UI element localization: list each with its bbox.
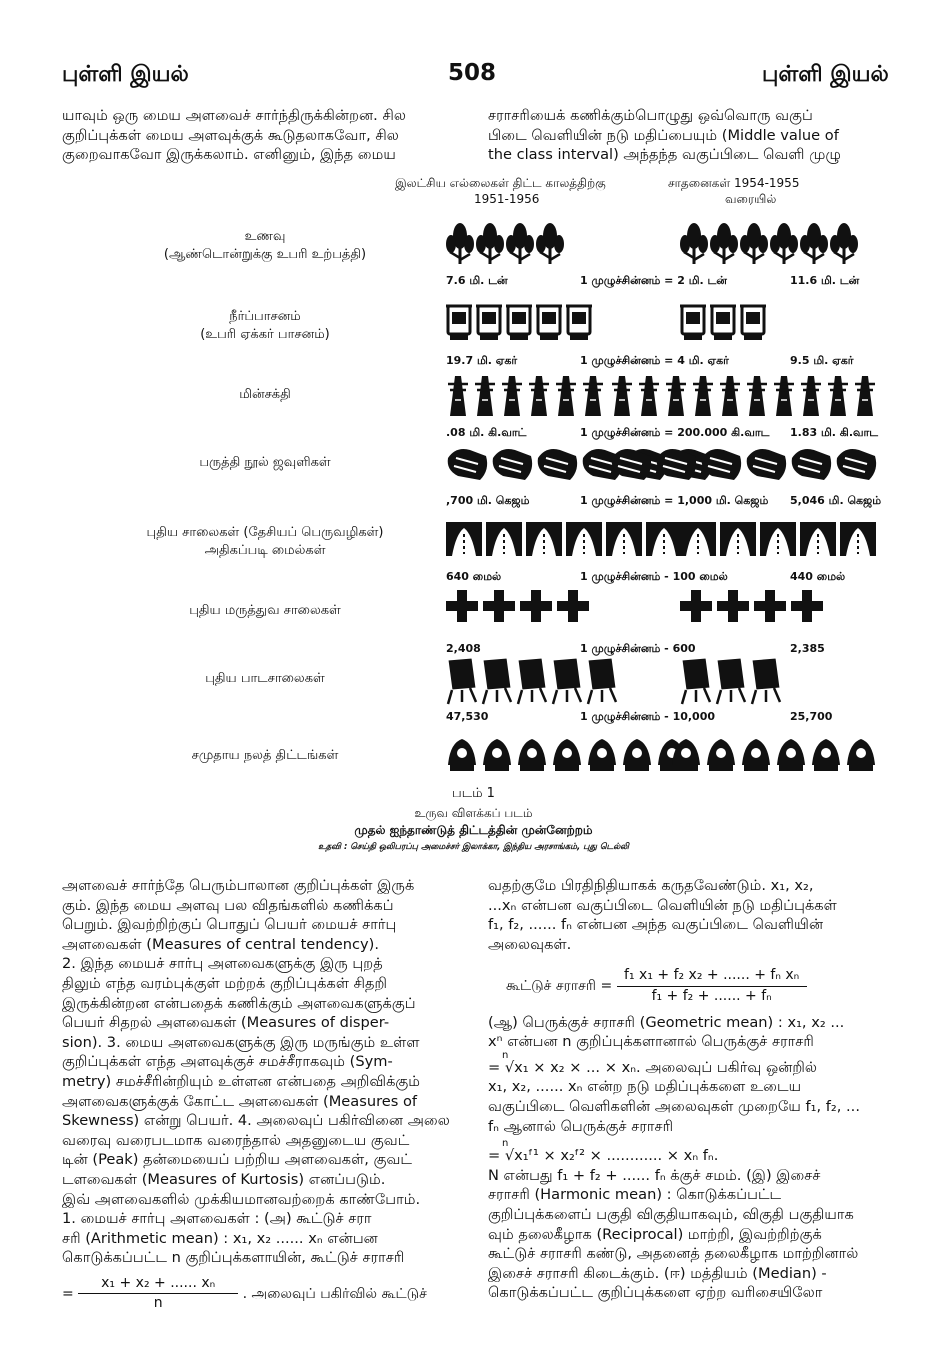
community-icon	[812, 739, 840, 771]
irrigation-icon	[710, 306, 736, 340]
figure-title: உருவ விளக்கப் படம்	[414, 806, 533, 820]
text-line: N என்பது f₁ + f₂ + ...... fₙ க்குச் சமம். (இ) இசைச்	[488, 1166, 821, 1184]
achieved-pictogram-group	[670, 733, 880, 781]
pictogram-row-label	[100, 308, 430, 344]
achieved-pictogram-group	[680, 516, 880, 564]
power-tower-icon	[502, 376, 522, 416]
formula-numerator: x₁ + x₂ + ...... xₙ	[78, 1274, 238, 1295]
weighted-geometric-formula	[488, 1138, 888, 1166]
irrigation-icon	[476, 306, 502, 340]
cloth-bale-icon	[747, 449, 786, 480]
road-icon	[606, 522, 642, 556]
irrigation-icon	[740, 306, 766, 340]
cloth-bale-icon	[448, 449, 487, 480]
weighted-mean-formula	[506, 966, 888, 1006]
text-line: 1. மையச் சார்பு அளவைகள் : (அ) கூட்டுச் சரா	[62, 1210, 372, 1228]
power-tower-icon	[747, 376, 767, 416]
text-line: sion). 3. மைய அளவைகளுக்கு இரு மருங்கும் உள்ள	[62, 1033, 420, 1051]
unit-legend: 1 முழுச்சின்னம் - 600	[580, 642, 696, 655]
irrigation-icon	[566, 306, 592, 340]
unit-legend: 1 முழுச்சின்னம் - 100 மைல்	[580, 570, 728, 583]
blackboard-icon	[682, 658, 710, 704]
irrigation-icon	[536, 306, 562, 340]
cloth-bale-icon	[837, 449, 876, 480]
text-line: இருக்கின்றன என்பதைக் கணிக்கும் அளவைகளுக்குப்	[62, 994, 416, 1012]
figure-subtitle: முதல் ஐந்தாண்டுத் திட்டத்தின் முன்னேற்றம்	[354, 823, 593, 837]
text-line: வரைவு வரைபடமாக வரைந்தால் அதனுடைய குவட்	[62, 1131, 410, 1149]
target-pictogram-group	[446, 372, 608, 420]
wheat-icon	[830, 223, 858, 264]
target-years: 1951-1956	[474, 192, 540, 206]
text-line: metry) சமச்சீரின்றியும் உள்ளன என்பதை அறிவிக்கும்	[62, 1072, 421, 1090]
row-label-line: அதிகப்படி மைல்கள்	[204, 543, 326, 558]
cloth-bale-icon	[538, 449, 577, 480]
road-icon	[840, 522, 876, 556]
blackboard-icon	[483, 658, 511, 704]
formula-lhs: கூட்டுச் சராசரி =	[506, 978, 613, 995]
text-line: கொடுக்கப்பட்ட குறிப்புக்களை ஏற்ற வரிசையிலோ	[488, 1284, 823, 1302]
pictogram-row-label	[100, 454, 430, 472]
community-icon	[588, 739, 616, 771]
right-column-text	[488, 876, 888, 1303]
blackboard-icon	[553, 658, 581, 704]
target-label: இலட்சிய எல்லைகள் திட்ட காலத்திற்கு	[395, 176, 606, 190]
achieved-value: 5,046 மி. கெஜம்	[790, 494, 882, 507]
community-icon	[847, 739, 875, 771]
text-line: அளவைகள் (Measures of central tendency).	[62, 935, 380, 953]
running-head-left: புள்ளி இயல்	[62, 62, 189, 87]
row-label-line: நீர்ப்பாசனம்	[229, 309, 301, 324]
power-tower-icon	[475, 376, 495, 416]
text-line: (ஆ) பெருக்குச் சராசரி (Geometric mean) : x₁, x₂ ...	[488, 1013, 845, 1031]
achieved-pictogram-group	[680, 588, 828, 636]
unit-legend: 1 முழுச்சின்னம் = 4 மி. ஏகர்	[580, 354, 729, 367]
wheat-icon	[710, 223, 738, 264]
text-line: சராசரி (Harmonic mean) : கொடுக்கப்பட்ட	[488, 1186, 782, 1204]
blackboard-icon	[752, 658, 780, 704]
irrigation-icon	[446, 306, 472, 340]
target-value: 2,408	[446, 642, 481, 655]
row-label-line: உணவு	[244, 229, 286, 244]
community-icon	[777, 739, 805, 771]
row-label-line: (உபரி ஏக்கர் பாசனம்)	[200, 327, 330, 342]
blackboard-icon	[588, 658, 616, 704]
running-head-right: புள்ளி இயல்	[762, 62, 889, 87]
text-line: xⁿ என்பன n குறிப்புக்களானால் பெருக்குச் சராசரி	[488, 1033, 814, 1051]
power-tower-icon	[639, 376, 659, 416]
text-line: வதற்குமே பிரதிநிதியாகக் கருதவேண்டும். x₁, x₂,	[488, 877, 814, 894]
road-icon	[800, 522, 836, 556]
power-tower-icon	[583, 376, 603, 416]
target-pictogram-group	[446, 588, 594, 636]
pictogram-row-label	[100, 747, 430, 765]
achieved-value: 1.83 மி. கி.வாட	[790, 426, 879, 439]
cloth-bale-icon	[657, 449, 696, 480]
wheat-icon	[476, 223, 504, 264]
text-line: பெயர் சிதறல் அளவைகள் (Measures of disper-	[62, 1014, 390, 1032]
red-cross-icon	[446, 590, 478, 622]
community-icon	[483, 739, 511, 771]
power-tower-icon	[801, 376, 821, 416]
unit-legend: 1 முழுச்சின்னம் = 1,000 மி. கெஜம்	[580, 494, 769, 507]
red-cross-icon	[557, 590, 589, 622]
community-icon	[707, 739, 735, 771]
text-line: f₁, f₂, ...... fₙ என்பன அந்த வகுப்பிடை வெளியின்	[488, 916, 824, 934]
formula-denominator: f₁ + f₂ + ...... + fₙ	[651, 987, 772, 1004]
figure-credit: உதவி : செய்தி ஒலிபரப்பு அமைச்சர் இலாக்கா, இந்திய அரசாங்கம், புது டெல்லி	[318, 842, 629, 852]
achieved-pictogram-group	[680, 300, 770, 348]
unit-legend: 1 முழுச்சின்னம் = 200.000 கி.வாட	[580, 426, 770, 439]
text-line: டளவைகள் (Measures of Kurtosis) எனப்படும்.	[62, 1170, 386, 1188]
left-column-text	[62, 876, 465, 1314]
text-line: the class interval) அந்தந்த வகுப்பிடை வெளி முழு	[488, 146, 842, 164]
road-icon	[720, 522, 756, 556]
row-label-line: புதிய மருத்துவ சாலைகள்	[189, 603, 341, 618]
red-cross-icon	[754, 590, 786, 622]
achieved-pictogram-group	[610, 372, 880, 420]
road-icon	[566, 522, 602, 556]
formula-denominator: n	[153, 1295, 163, 1312]
achieved-value: 11.6 மி. டன்	[790, 274, 860, 287]
geometric-mean-formula	[488, 1049, 888, 1078]
red-cross-icon	[483, 590, 515, 622]
pictogram-row-label	[100, 228, 430, 264]
wheat-icon	[680, 223, 708, 264]
text-line: வகுப்பிடை வெளிகளின் அலைவுகள் முறையே f₁, f₂, ...	[488, 1097, 860, 1115]
achieved-sub: வரையில்	[725, 192, 777, 206]
formula-tail: அலைவுப் பகிர்வு ஒன்றில்	[645, 1058, 818, 1076]
power-tower-icon	[693, 376, 713, 416]
pictogram-row-label	[100, 670, 430, 688]
red-cross-icon	[717, 590, 749, 622]
target-value: 19.7 மி. ஏகர்	[446, 354, 518, 367]
community-icon	[672, 739, 700, 771]
wheat-icon	[740, 223, 768, 264]
wheat-icon	[800, 223, 828, 264]
top-left-text	[62, 106, 465, 165]
achieved-value: 2,385	[790, 642, 825, 655]
wheat-icon	[770, 223, 798, 264]
red-cross-icon	[791, 590, 823, 622]
figure-number: படம் 1	[452, 786, 495, 801]
text-line: ...xₙ என்பன வகுப்பிடை வெளியின் நடு மதிப்புக்கள்	[488, 896, 837, 914]
power-tower-icon	[448, 376, 468, 416]
formula-body: = √x₁ᶠ¹ × x₂ᶠ² × ............ × xₙ fₙ.	[488, 1147, 719, 1165]
target-value: ,700 மி. கெஜம்	[446, 494, 530, 507]
cloth-bale-icon	[792, 449, 831, 480]
community-icon	[742, 739, 770, 771]
text-line: பிடை வெளியின் நடு மதிப்பையும் (Middle value of	[488, 126, 839, 144]
row-label-line: சமுதாய நலத் திட்டங்கள்	[191, 748, 339, 763]
formula-lhs: =	[62, 1285, 74, 1302]
text-line: யாவும் ஒரு மைய அளவைச் சார்ந்திருக்கின்றன. சில	[62, 107, 406, 124]
root-index: n	[502, 1049, 509, 1061]
achieved-value: 25,700	[790, 710, 833, 723]
target-value: .08 மி. கி.வாட்	[446, 426, 527, 439]
wheat-icon	[536, 223, 564, 264]
text-line: அளவைகளுக்குக் கோட்ட அளவைகள் (Measures of	[62, 1092, 418, 1110]
page-number: 508	[448, 60, 497, 86]
power-tower-icon	[828, 376, 848, 416]
target-pictogram-group	[446, 733, 691, 781]
achieved-value: 9.5 மி. ஏகர்	[790, 354, 854, 367]
power-tower-icon	[556, 376, 576, 416]
community-icon	[553, 739, 581, 771]
text-line: டின் (Peak) தன்மையைப் பற்றிய அளவைகள், குவட்	[62, 1151, 413, 1169]
pictogram-row-label	[100, 602, 430, 620]
text-line: அளவைச் சார்ந்தே பெரும்பாலான குறிப்புக்கள் இருக்	[62, 877, 415, 894]
text-line: வும் தலைகீழாக (Reciprocal) மாற்றி, இவற்றிற்குக்	[488, 1225, 822, 1243]
pictogram-row-label	[100, 524, 430, 560]
achieved-label: சாதனைகள் 1954-1955	[668, 176, 800, 190]
achieved-pictogram-group	[610, 440, 880, 488]
blackboard-icon	[448, 658, 476, 704]
text-line: குறிப்புக்களைப் பகுதி விகுதியாகவும், விகுதி பகுதியாக	[488, 1205, 854, 1223]
power-tower-icon	[666, 376, 686, 416]
road-icon	[446, 522, 482, 556]
irrigation-icon	[506, 306, 532, 340]
row-label-line: பருத்தி நூல் ஜவுளிகள்	[199, 455, 331, 470]
unit-legend: 1 முழுச்சின்னம் = 2 மி. டன்	[580, 274, 727, 287]
road-icon	[646, 522, 682, 556]
row-label-line: புதிய பாடசாலைகள்	[205, 671, 325, 686]
power-tower-icon	[855, 376, 875, 416]
text-line: x₁, x₂, ...... xₙ என்ற நடு மதிப்புக்களை உடைய	[488, 1078, 802, 1096]
text-line: இவ் அளவைகளில் முக்கியமானவற்றைக் காண்போம்.	[62, 1190, 421, 1208]
achieved-pictogram-group	[680, 656, 785, 704]
text-line: குறிப்புக்கள் எந்த அளவுக்குச் சமச்சீராகவும் (Sym-	[62, 1053, 393, 1071]
wheat-icon	[446, 223, 474, 264]
row-label-line: (ஆண்டொன்றுக்கு உபரி உற்பத்தி)	[163, 247, 367, 262]
red-cross-icon	[680, 590, 712, 622]
text-line: திலும் எந்த வரம்புக்குள் மற்றக் குறிப்புக்கள் சிதறி	[62, 974, 388, 992]
text-line: Skewness) என்று பெயர். 4. அலைவுப் பகிர்வினை அலை	[62, 1112, 450, 1130]
unit-legend: 1 முழுச்சின்னம் - 10,000	[580, 710, 716, 723]
text-line: இசைச் சராசரி கிடைக்கும். (ஈ) மத்தியம் (Median) -	[488, 1264, 827, 1282]
target-pictogram-group	[446, 220, 566, 268]
root-index: n	[502, 1138, 509, 1150]
blackboard-icon	[518, 658, 546, 704]
formula-body: = √x₁ × x₂ × ... × xₙ.	[488, 1058, 641, 1076]
target-pictogram-group	[446, 516, 686, 564]
road-icon	[680, 522, 716, 556]
target-pictogram-group	[446, 300, 596, 348]
cloth-bale-icon	[612, 449, 651, 480]
power-tower-icon	[774, 376, 794, 416]
arithmetic-mean-formula	[62, 1274, 465, 1314]
blackboard-icon	[717, 658, 745, 704]
row-label-line: மின்சக்தி	[239, 387, 291, 402]
text-line: சரி (Arithmetic mean) : x₁, x₂ ...... xₙ என்பன	[62, 1229, 378, 1247]
formula-tail: . அலைவுப் பகிர்வில் கூட்டுச்	[242, 1285, 427, 1302]
target-value: 47,530	[446, 710, 489, 723]
text-line: கும். இந்த மைய அளவு பல விதங்களில் கணிக்கப்	[62, 896, 394, 914]
text-line: அலைவுகள்.	[488, 935, 572, 953]
road-icon	[486, 522, 522, 556]
irrigation-icon	[680, 306, 706, 340]
cloth-bale-icon	[493, 449, 532, 480]
row-label-line: புதிய சாலைகள் (தேசியப் பெருவழிகள்)	[146, 525, 384, 540]
text-line: கூட்டுச் சராசரி கண்டு, அதனைத் தலைகீழாக மாற்றினால்	[488, 1245, 859, 1263]
text-line: குறிப்புக்கள் மைய அளவுக்குக் கூடுதலாகவோ, சில	[62, 126, 399, 144]
formula-numerator: f₁ x₁ + f₂ x₂ + ...... + fₙ xₙ	[617, 966, 807, 987]
power-tower-icon	[720, 376, 740, 416]
road-icon	[526, 522, 562, 556]
pictogram-row-label	[100, 386, 430, 404]
text-line: பெறும். இவற்றிற்குப் பொதுப் பெயர் மையச் சார்பு	[62, 916, 397, 934]
achieved-pictogram-group	[680, 220, 860, 268]
cloth-bale-icon	[702, 449, 741, 480]
power-tower-icon	[529, 376, 549, 416]
top-right-text	[488, 106, 888, 165]
target-pictogram-group	[446, 656, 621, 704]
text-line: குறைவாகவோ இருக்கலாம். எனினும், இந்த மைய	[62, 146, 396, 164]
target-value: 640 மைல்	[446, 570, 502, 583]
target-value: 7.6 மி. டன்	[446, 274, 508, 287]
text-line: சராசரியைக் கணிக்கும்பொழுது ஒவ்வொரு வகுப்	[488, 107, 813, 124]
community-icon	[518, 739, 546, 771]
achieved-value: 440 மைல்	[790, 570, 846, 583]
community-icon	[448, 739, 476, 771]
wheat-icon	[506, 223, 534, 264]
community-icon	[623, 739, 651, 771]
power-tower-icon	[612, 376, 632, 416]
text-line: கொடுக்கப்பட்ட n குறிப்புக்களாயின், கூட்டுச் சராசரி	[62, 1249, 405, 1267]
text-line: 2. இந்த மையச் சார்பு அளவைகளுக்கு இரு புறத்	[62, 955, 383, 973]
red-cross-icon	[520, 590, 552, 622]
road-icon	[760, 522, 796, 556]
text-line: fₙ ஆனால் பெருக்குச் சராசரி	[488, 1117, 674, 1135]
